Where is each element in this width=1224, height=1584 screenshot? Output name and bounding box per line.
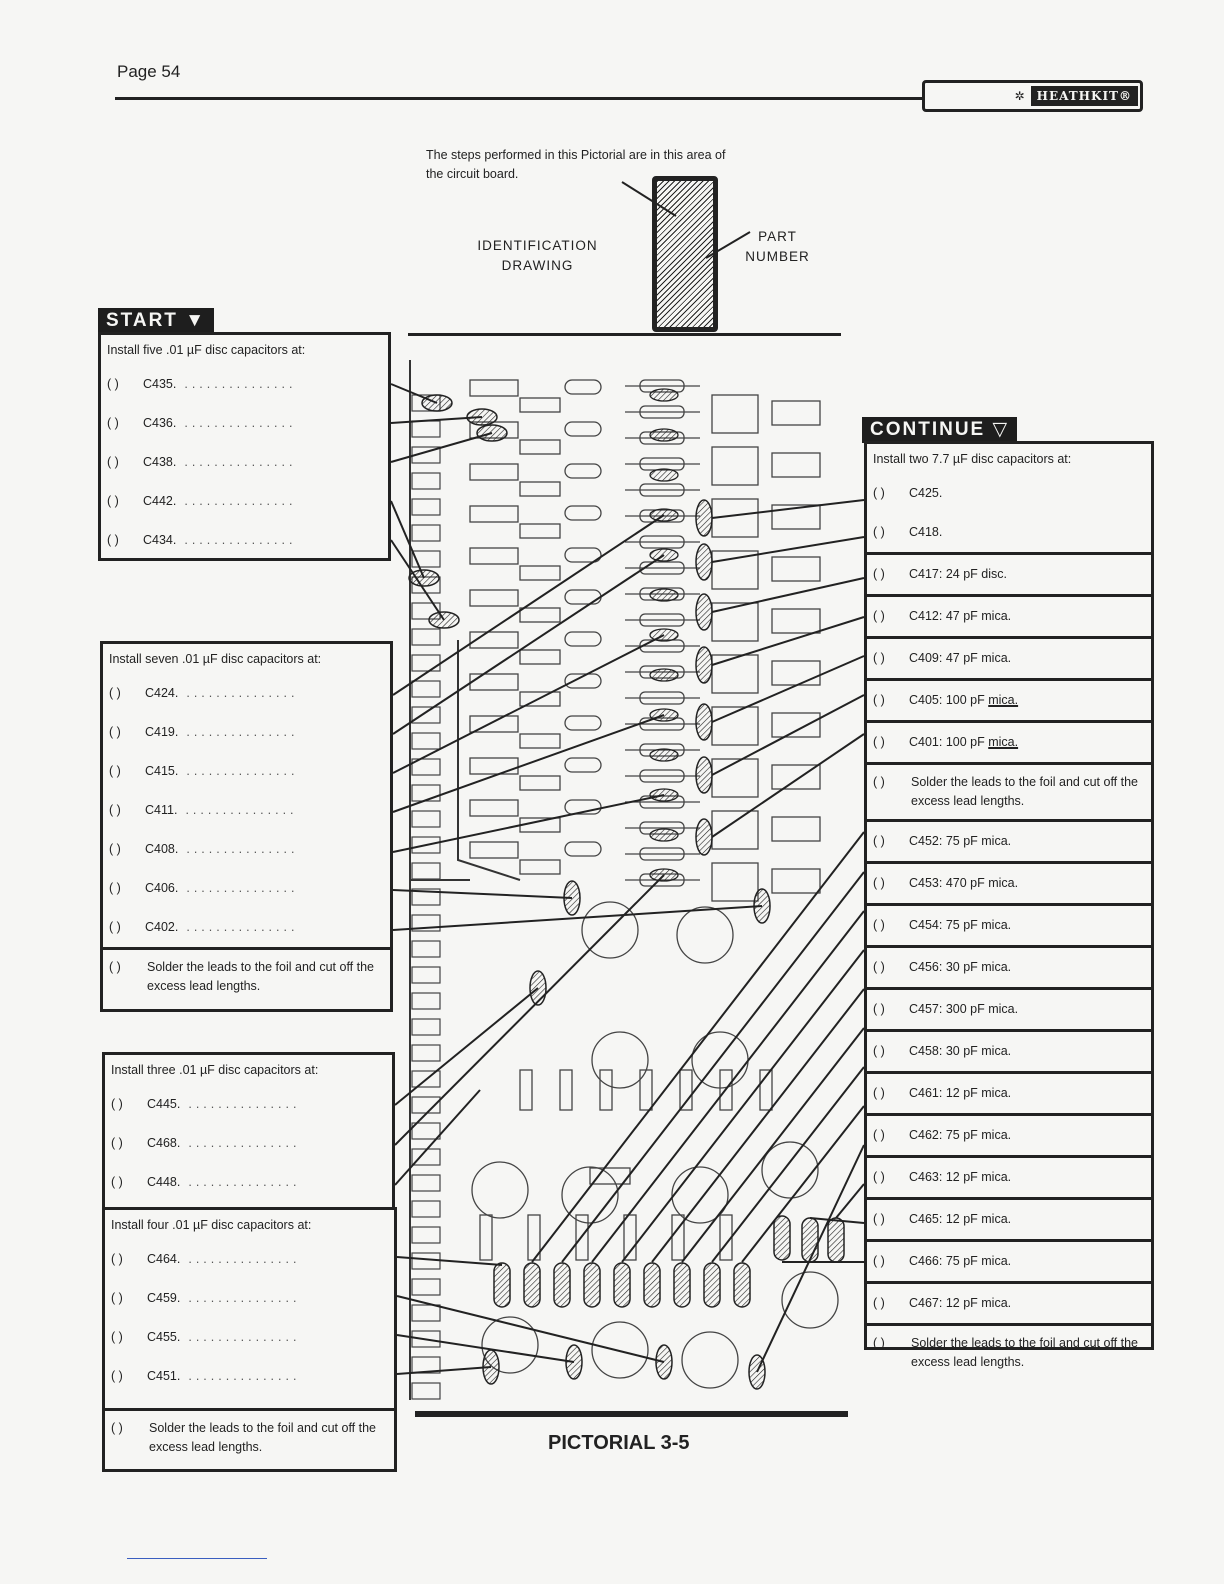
resistor (520, 524, 560, 538)
checkbox[interactable]: ( ) (873, 1336, 885, 1350)
leader-line (397, 1367, 491, 1374)
transistor-outline (682, 1332, 738, 1388)
leader-line (393, 890, 572, 898)
step-c468[interactable]: ( ) C468. ............... (105, 1124, 392, 1163)
leader-line (391, 384, 437, 403)
checkbox[interactable]: ( ) (873, 1254, 885, 1268)
edge-pad (412, 1227, 440, 1243)
mica-capacitor (696, 704, 712, 740)
resistor (520, 398, 560, 412)
checkbox[interactable]: ( ) (107, 416, 119, 430)
checkbox[interactable]: ( ) (873, 918, 885, 932)
resistor (520, 566, 560, 580)
step-c418[interactable]: ( ) C418. (867, 513, 1151, 552)
step-c411[interactable]: ( ) C411. ............... (103, 791, 390, 830)
resistor (565, 464, 601, 478)
disc-capacitor (650, 469, 678, 481)
install-box-4-heading: Install four .01 µF disc capacitors at: (111, 1218, 312, 1232)
transistor-outline (677, 907, 733, 963)
leader-line (391, 433, 492, 462)
edge-pad (412, 993, 440, 1009)
install-box-2 (100, 641, 393, 1012)
coil-block (712, 655, 758, 693)
edge-pad (412, 421, 440, 437)
step-c442[interactable]: ( ) C442. ............... (101, 482, 388, 521)
install-box-right (864, 441, 1154, 1369)
checkbox[interactable]: ( ) (873, 735, 885, 749)
checkbox[interactable]: ( ) (873, 693, 885, 707)
leader-line (712, 734, 864, 837)
mica-capacitor (696, 647, 712, 683)
checkbox[interactable]: ( ) (873, 1128, 885, 1142)
resistor (565, 590, 601, 604)
checkbox[interactable]: ( ) (873, 567, 885, 581)
checkbox[interactable]: ( ) (873, 651, 885, 665)
mica-capacitor (696, 819, 712, 855)
mica-capacitor (734, 1263, 750, 1307)
checkbox[interactable]: ( ) (873, 1044, 885, 1058)
step-c456[interactable]: ( ) C456: 30 pF mica. (867, 945, 1151, 987)
disc-capacitor (650, 669, 678, 681)
continue-tag: CONTINUE ▽ (862, 417, 1017, 443)
step-c438[interactable]: ( ) C438. ............... (101, 443, 388, 482)
resistor (565, 632, 601, 646)
step-c434[interactable]: ( ) C434. ............... (101, 521, 388, 560)
resistor (560, 1070, 572, 1110)
disc-capacitor (650, 829, 678, 841)
resistor (470, 674, 518, 690)
step-c462[interactable]: ( ) C462: 75 pF mica. (867, 1113, 1151, 1155)
leader-line (712, 537, 864, 562)
coil-block (772, 609, 820, 633)
step-c409[interactable]: ( ) C409: 47 pF mica. (867, 636, 1151, 678)
page-number: Page 54 (117, 62, 181, 81)
transistor-outline (592, 1322, 648, 1378)
leader-line (393, 635, 664, 773)
coil-block (772, 557, 820, 581)
id-arrows (622, 182, 750, 258)
resistor (520, 860, 560, 874)
mica-capacitor (524, 1263, 540, 1307)
checkbox[interactable]: ( ) (873, 834, 885, 848)
edge-pad (412, 655, 440, 671)
step-c459[interactable]: ( ) C459. ............... (105, 1279, 394, 1318)
checkbox[interactable]: ( ) (109, 960, 121, 974)
edge-pad (412, 525, 440, 541)
identification-note: The steps performed in this Pictorial are in this area of the circuit board. (426, 148, 726, 181)
edge-pad (412, 1019, 440, 1035)
coil-block (772, 713, 820, 737)
edge-pad (412, 967, 440, 983)
disc-capacitor (650, 429, 678, 441)
step-c457[interactable]: ( ) C457: 300 pF mica. (867, 987, 1151, 1029)
step-solder-1[interactable]: ( ) Solder the leads to the foil and cut off the excess lead lengths. (103, 947, 390, 1004)
mica-capacitor (584, 1263, 600, 1307)
step-c402[interactable]: ( ) C402. ............... (103, 908, 390, 947)
step-c406[interactable]: ( ) C406. ............... (103, 869, 390, 908)
step-c458[interactable]: ( ) C458: 30 pF mica. (867, 1029, 1151, 1071)
step-c454[interactable]: ( ) C454: 75 pF mica. (867, 903, 1151, 945)
resistor (640, 1070, 652, 1110)
resistor (680, 1070, 692, 1110)
step-solder-2[interactable]: ( ) Solder the leads to the foil and cut off the excess lead lengths. (105, 1408, 394, 1465)
step-c415[interactable]: ( ) C415. ............... (103, 752, 390, 791)
checkbox[interactable]: ( ) (873, 486, 885, 500)
mica-capacitor (494, 1263, 510, 1307)
mica-capacitor (674, 1263, 690, 1307)
step-c425[interactable]: ( ) C425. (867, 474, 1151, 513)
coil-block (772, 661, 820, 685)
edge-pad (412, 1123, 440, 1139)
step-solder-3[interactable]: ( ) Solder the leads to the foil and cut off the excess lead lengths. (867, 762, 1151, 819)
checkbox[interactable]: ( ) (109, 686, 121, 700)
edge-pad (412, 1383, 440, 1399)
leader-line (712, 500, 864, 518)
part-number-label: PART NUMBER (745, 229, 810, 264)
step-c445[interactable]: ( ) C445. ............... (105, 1085, 392, 1124)
step-c453[interactable]: ( ) C453: 470 pF mica. (867, 861, 1151, 903)
step-c435[interactable]: ( ) C435. ............... (101, 365, 388, 404)
checkbox[interactable]: ( ) (873, 1296, 885, 1310)
checkbox[interactable]: ( ) (107, 455, 119, 469)
atom-icon: ✲ (1014, 89, 1025, 103)
disc-capacitor (650, 749, 678, 761)
step-c465[interactable]: ( ) C465: 12 pF mica. (867, 1197, 1151, 1239)
checkbox[interactable]: ( ) (109, 764, 121, 778)
step-c405[interactable]: ( ) C405: 100 pF mica. (867, 678, 1151, 720)
edge-pad (412, 499, 440, 515)
logo-text: HEATHKIT® (1031, 86, 1138, 106)
checkbox[interactable]: ( ) (109, 881, 121, 895)
mica-capacitor (696, 544, 712, 580)
leader-line (712, 578, 864, 612)
checkbox[interactable]: ( ) (107, 533, 119, 547)
install-box-3-heading: Install three .01 µF disc capacitors at: (111, 1063, 319, 1077)
checkbox[interactable]: ( ) (111, 1252, 123, 1266)
mica-capacitor (774, 1216, 790, 1260)
resistor (470, 800, 518, 816)
checkbox[interactable]: ( ) (111, 1369, 123, 1383)
edge-pad (412, 629, 440, 645)
edge-pad (412, 863, 440, 879)
step-c448[interactable]: ( ) C448. ............... (105, 1163, 392, 1202)
install-box-3 (102, 1052, 395, 1207)
resistor (470, 842, 518, 858)
step-c466[interactable]: ( ) C466: 75 pF mica. (867, 1239, 1151, 1281)
resistor (470, 380, 518, 396)
mica-capacitor (696, 594, 712, 630)
resistor (565, 716, 601, 730)
step-c452[interactable]: ( ) C452: 75 pF mica. (867, 819, 1151, 861)
checkbox[interactable]: ( ) (873, 1170, 885, 1184)
resistor (520, 734, 560, 748)
resistor (470, 548, 518, 564)
leader-line (712, 656, 864, 722)
checkbox[interactable]: ( ) (111, 1291, 123, 1305)
footer-rule (127, 1558, 267, 1559)
resistor (520, 776, 560, 790)
install-box-4 (102, 1207, 397, 1472)
coil-block (712, 551, 758, 589)
leader-line (393, 795, 664, 852)
resistor (520, 482, 560, 496)
checkbox[interactable]: ( ) (873, 1002, 885, 1016)
mica-capacitor (614, 1263, 630, 1307)
start-tag: START ▼ (98, 308, 214, 334)
coil-block (772, 869, 820, 893)
resistor (600, 1070, 612, 1110)
checkbox[interactable]: ( ) (107, 494, 119, 508)
resistor (565, 758, 601, 772)
checkbox[interactable]: ( ) (107, 377, 119, 391)
edge-pad (412, 1253, 440, 1269)
edge-pad (412, 941, 440, 957)
resistor (520, 608, 560, 622)
edge-pad (412, 1201, 440, 1217)
arrow-down-icon: ▼ (185, 310, 207, 331)
checkbox[interactable]: ( ) (111, 1175, 123, 1189)
step-solder-4[interactable]: ( ) Solder the leads to the foil and cut off the excess lead lengths. (867, 1323, 1151, 1380)
resistor (565, 842, 601, 856)
edge-pad (412, 1175, 440, 1191)
coil-block (712, 395, 758, 433)
pictorial-caption: PICTORIAL 3-5 (548, 1432, 690, 1454)
install-box-1 (98, 332, 391, 561)
edge-pad (412, 811, 440, 827)
mica-capacitor (644, 1263, 660, 1307)
arrow-down-outline-icon: ▽ (992, 419, 1010, 440)
step-c464[interactable]: ( ) C464. ............... (105, 1240, 394, 1279)
install-box-right-heading: Install two 7.7 µF disc capacitors at: (873, 452, 1072, 466)
checkbox[interactable]: ( ) (873, 1086, 885, 1100)
step-c408[interactable]: ( ) C408. ............... (103, 830, 390, 869)
step-c436[interactable]: ( ) C436. ............... (101, 404, 388, 443)
leader-line (592, 911, 864, 1262)
leader-line (397, 1257, 502, 1265)
leader-line (757, 1145, 864, 1372)
edge-pad (412, 707, 440, 723)
checkbox[interactable]: ( ) (109, 842, 121, 856)
mica-capacitor (828, 1218, 844, 1262)
step-c401[interactable]: ( ) C401: 100 pF mica. (867, 720, 1151, 762)
identification-drawing-label: IDENTIFICATION DRAWING (477, 238, 598, 273)
mica-capacitor (802, 1218, 818, 1262)
step-c461[interactable]: ( ) C461: 12 pF mica. (867, 1071, 1151, 1113)
resistor (470, 758, 518, 774)
resistor (520, 650, 560, 664)
resistor (520, 440, 560, 454)
edge-pad (412, 785, 440, 801)
mica-capacitor (554, 1263, 570, 1307)
step-c412[interactable]: ( ) C412: 47 pF mica. (867, 594, 1151, 636)
checkbox[interactable]: ( ) (873, 525, 885, 539)
coil-block (712, 447, 758, 485)
install-box-1-heading: Install five .01 µF disc capacitors at: (107, 343, 306, 357)
checkbox[interactable]: ( ) (111, 1136, 123, 1150)
leader-line (532, 832, 864, 1262)
checkbox[interactable]: ( ) (873, 960, 885, 974)
leader-line (393, 715, 664, 812)
checkbox[interactable]: ( ) (111, 1330, 123, 1344)
resistor (520, 1070, 532, 1110)
bottom-rule (415, 1411, 848, 1417)
edge-pad (412, 1045, 440, 1061)
disc-capacitor (650, 389, 678, 401)
checkbox[interactable]: ( ) (873, 775, 885, 789)
edge-pad (412, 681, 440, 697)
step-c424[interactable]: ( ) C424. ............... (103, 674, 390, 713)
resistor (565, 422, 601, 436)
mica-capacitor (696, 757, 712, 793)
checkbox[interactable]: ( ) (873, 876, 885, 890)
transistor-outline (472, 1162, 528, 1218)
step-c419[interactable]: ( ) C419. ............... (103, 713, 390, 752)
edge-pad (412, 473, 440, 489)
step-c467[interactable]: ( ) C467: 12 pF mica. (867, 1281, 1151, 1323)
step-c463[interactable]: ( ) C463: 12 pF mica. (867, 1155, 1151, 1197)
checkbox[interactable]: ( ) (873, 1212, 885, 1226)
mica-capacitor (696, 500, 712, 536)
resistor (480, 1215, 492, 1260)
checkbox[interactable]: ( ) (111, 1097, 123, 1111)
resistor (565, 506, 601, 520)
transistor-outline (762, 1142, 818, 1198)
coil-block (772, 453, 820, 477)
coil-block (712, 863, 758, 901)
checkbox[interactable]: ( ) (109, 803, 121, 817)
resistor (565, 380, 601, 394)
edge-pad (412, 1279, 440, 1295)
edge-pad (412, 1305, 440, 1321)
coil-block (772, 817, 820, 841)
coil-block (712, 603, 758, 641)
leader-line (836, 1184, 864, 1218)
disc-capacitor (650, 589, 678, 601)
install-box-2-heading: Install seven .01 µF disc capacitors at: (109, 652, 322, 666)
coil-block (712, 811, 758, 849)
leader-line (622, 950, 864, 1262)
mica-capacitor (704, 1263, 720, 1307)
checkbox[interactable]: ( ) (109, 920, 121, 934)
step-c417[interactable]: ( ) C417: 24 pF disc. (867, 552, 1151, 594)
checkbox[interactable]: ( ) (873, 609, 885, 623)
checkbox[interactable]: ( ) (109, 725, 121, 739)
step-c451[interactable]: ( ) C451. ............... (105, 1357, 394, 1396)
coil-block (772, 401, 820, 425)
leader-line (395, 1090, 480, 1185)
resistor (470, 590, 518, 606)
step-c455[interactable]: ( ) C455. ............... (105, 1318, 394, 1357)
coil-block (712, 759, 758, 797)
board-edge (410, 360, 520, 1400)
resistor (470, 506, 518, 522)
edge-pad (412, 733, 440, 749)
leader-line (395, 988, 538, 1105)
resistor (470, 464, 518, 480)
checkbox[interactable]: ( ) (111, 1421, 123, 1435)
